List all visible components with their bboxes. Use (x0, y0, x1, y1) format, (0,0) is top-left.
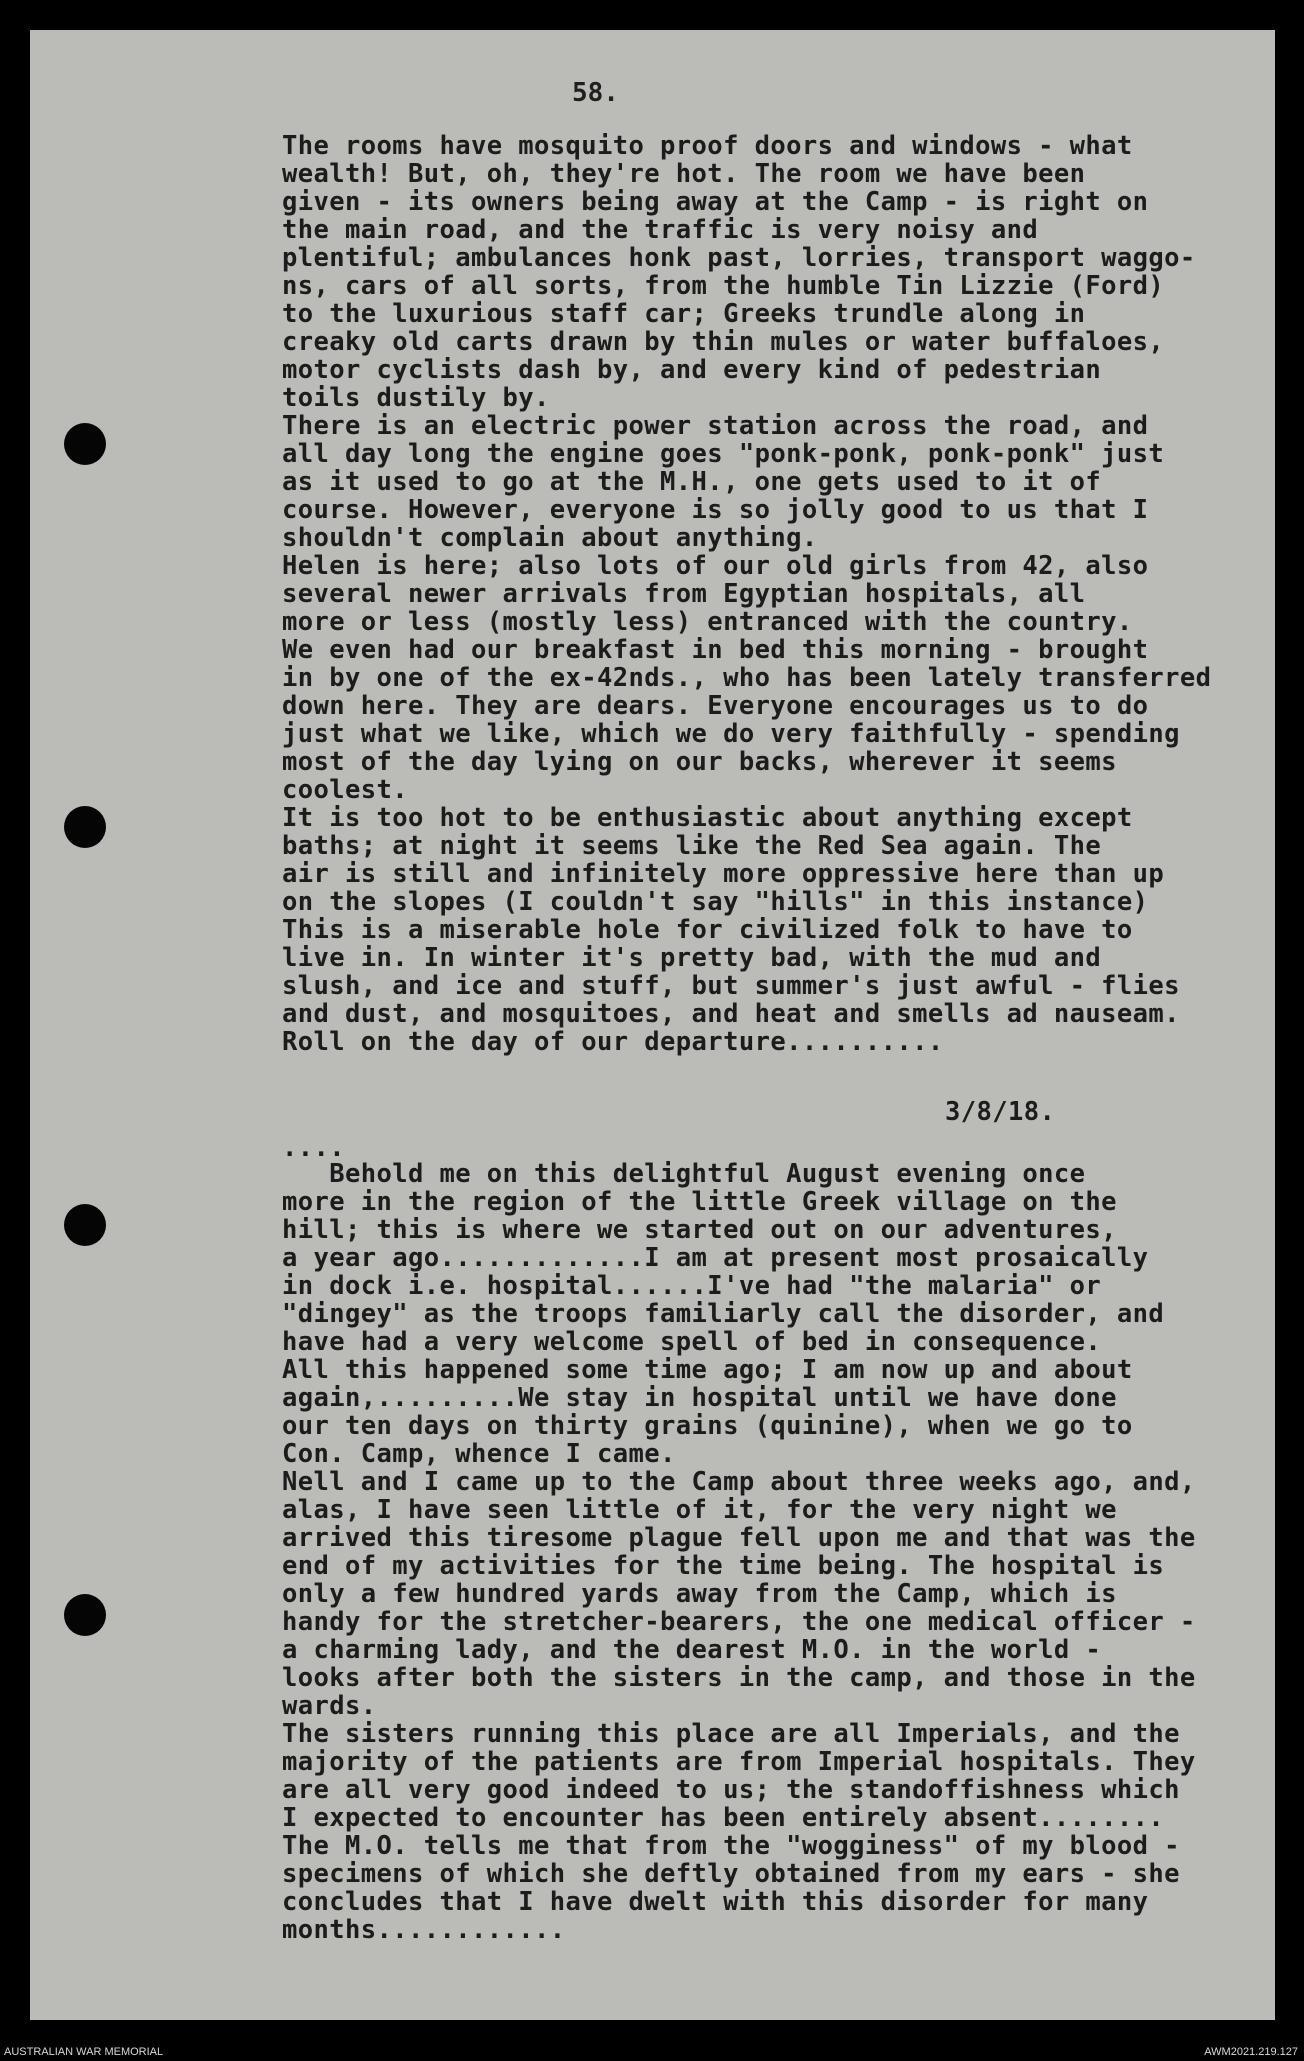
text-line: slush, and ice and stuff, but summer's just awful - flies (282, 971, 1180, 1001)
text-line: There is an electric power station across the road, and (282, 411, 1149, 441)
text-line: creaky old carts drawn by thin mules or water buffaloes, (282, 327, 1165, 357)
text-line: the main road, and the traffic is very noisy and (282, 215, 1039, 245)
text-line: only a few hundred yards away from the Camp, which is (282, 1579, 1117, 1609)
text-line: again,.........We stay in hospital until we have done (282, 1383, 1117, 1413)
text-line: just what we like, which we do very faithfully - spending (282, 719, 1180, 749)
text-line: shouldn't complain about anything. (282, 523, 818, 553)
punch-hole (64, 806, 106, 848)
document-page (30, 30, 1275, 2020)
text-line: our ten days on thirty grains (quinine), when we go to (282, 1411, 1133, 1441)
text-line: have had a very welcome spell of bed in consequence. (282, 1327, 1102, 1357)
text-line: air is still and infinitely more oppressive here than up (282, 859, 1165, 889)
text-line: .... (282, 1133, 346, 1163)
text-line: majority of the patients are from Imperial hospitals. They (282, 1747, 1196, 1777)
text-line: course. However, everyone is so jolly good to us that I (282, 495, 1149, 525)
text-line: in by one of the ex-42nds., who has been lately transferred (282, 663, 1212, 693)
text-line: end of my activities for the time being. The hospital is (282, 1551, 1165, 1581)
page-number: 58. (572, 78, 619, 108)
text-line: handy for the stretcher-bearers, the one medical officer - (282, 1607, 1196, 1637)
text-line: Roll on the day of our departure.......... (282, 1027, 944, 1057)
text-line: are all very good indeed to us; the standoffishness which (282, 1775, 1180, 1805)
text-line: as it used to go at the M.H., one gets used to it of (282, 467, 1102, 497)
text-line: months............ (282, 1915, 566, 1945)
text-line: We even had our breakfast in bed this morning - brought (282, 635, 1149, 665)
text-line: motor cyclists dash by, and every kind of pedestrian (282, 355, 1102, 385)
text-line: The M.O. tells me that from the "wogginess" of my blood - (282, 1831, 1180, 1861)
text-line: more or less (mostly less) entranced with the country. (282, 607, 1133, 637)
text-line: Nell and I came up to the Camp about three weeks ago, and, (282, 1467, 1196, 1497)
text-line: on the slopes (I couldn't say "hills" in this instance) (282, 887, 1149, 917)
text-line: toils dustily by. (282, 383, 550, 413)
footer-archive-name: AUSTRALIAN WAR MEMORIAL (4, 2046, 164, 2058)
text-line: "dingey" as the troops familiarly call the disorder, and (282, 1299, 1165, 1329)
text-line: specimens of which she deftly obtained from my ears - she (282, 1859, 1180, 1889)
text-line: given - its owners being away at the Camp - is right on (282, 187, 1149, 217)
text-line: wealth! But, oh, they're hot. The room we have been (282, 159, 1086, 189)
text-line: looks after both the sisters in the camp, and those in the (282, 1663, 1196, 1693)
text-line: All this happened some time ago; I am now up and about (282, 1355, 1133, 1385)
text-line: Helen is here; also lots of our old girls from 42, also (282, 551, 1149, 581)
text-line: This is a miserable hole for civilized folk to have to (282, 915, 1133, 945)
text-line: in dock i.e. hospital......I've had "the malaria" or (282, 1271, 1102, 1301)
text-line: ns, cars of all sorts, from the humble Tin Lizzie (Ford) (282, 271, 1165, 301)
text-line: several newer arrivals from Egyptian hospitals, all (282, 579, 1086, 609)
punch-hole (64, 1594, 106, 1636)
text-line: and dust, and mosquitoes, and heat and smells ad nauseam. (282, 999, 1180, 1029)
text-line: most of the day lying on our backs, wherever it seems (282, 747, 1117, 777)
text-line: coolest. (282, 775, 409, 805)
text-line: a year ago.............I am at present most prosaically (282, 1243, 1149, 1273)
text-line: live in. In winter it's pretty bad, with the mud and (282, 943, 1102, 973)
text-line: It is too hot to be enthusiastic about anything except (282, 803, 1133, 833)
punch-hole (64, 1204, 106, 1246)
text-line: The rooms have mosquito proof doors and windows - what (282, 131, 1133, 161)
text-line: Behold me on this delightful August evening once (282, 1159, 1086, 1189)
text-line: down here. They are dears. Everyone encourages us to do (282, 691, 1149, 721)
footer-reference-id: AWM2021.219.127 (1204, 2046, 1298, 2058)
text-line: wards. (282, 1691, 377, 1721)
text-line: alas, I have seen little of it, for the very night we (282, 1495, 1117, 1525)
text-line: arrived this tiresome plague fell upon me and that was the (282, 1523, 1196, 1553)
text-line: concludes that I have dwelt with this disorder for many (282, 1887, 1149, 1917)
text-line: The sisters running this place are all Imperials, and the (282, 1719, 1180, 1749)
text-line: I expected to encounter has been entirely absent........ (282, 1803, 1165, 1833)
text-line: hill; this is where we started out on our adventures, (282, 1215, 1117, 1245)
text-line: to the luxurious staff car; Greeks trundle along in (282, 299, 1086, 329)
entry-date: 3/8/18. (945, 1097, 1056, 1127)
text-line: plentiful; ambulances honk past, lorries, transport waggo- (282, 243, 1196, 273)
text-line: more in the region of the little Greek village on the (282, 1187, 1117, 1217)
text-line: Con. Camp, whence I came. (282, 1439, 676, 1469)
text-line: a charming lady, and the dearest M.O. in the world - (282, 1635, 1102, 1665)
punch-hole (64, 423, 106, 465)
text-line: all day long the engine goes "ponk-ponk, ponk-ponk" just (282, 439, 1165, 469)
text-line: baths; at night it seems like the Red Sea again. The (282, 831, 1102, 861)
